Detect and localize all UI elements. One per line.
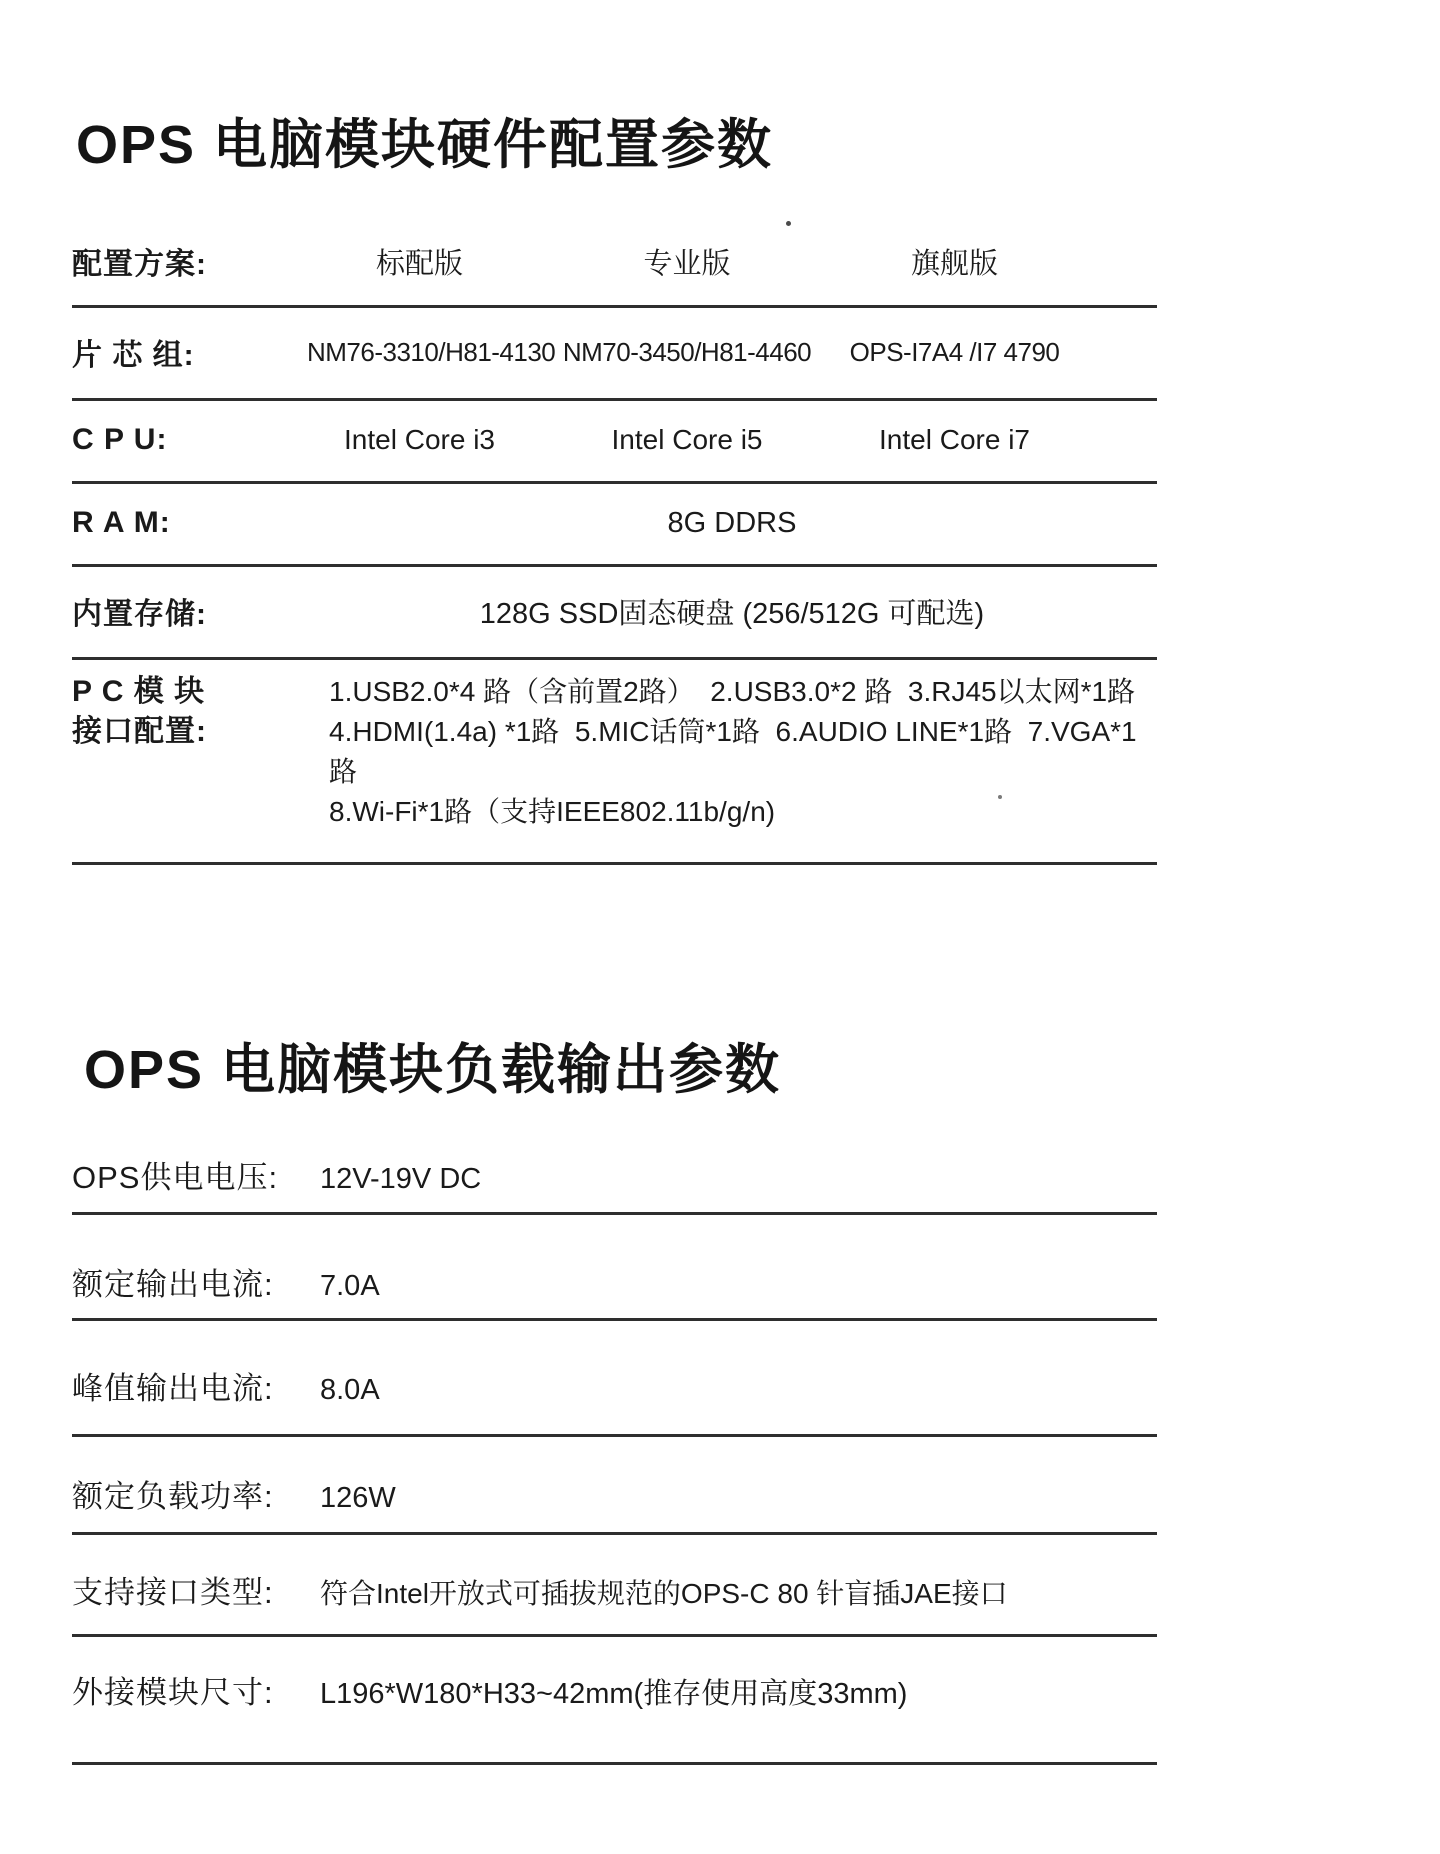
scan-speck [786, 221, 791, 226]
load-output-table [72, 1107, 1157, 1765]
cell-value: Intel Core i7 [879, 424, 1030, 456]
interface-list-line: 4.HDMI(1.4a) *1路 5.MIC话筒*1路 6.AUDIO LINE*1路 7.VGA*1路 [329, 716, 1137, 788]
interface-list-line: 1.USB2.0*4 路（含前置2路） 2.USB3.0*2 路 3.RJ45以太网*1路 [329, 676, 1136, 708]
cell-value: NM70-3450/H81-4460 [562, 336, 812, 367]
table-row-supply-voltage [72, 1107, 1157, 1215]
row-label: 支持接口类型: [72, 1574, 274, 1610]
table-row-rated-current [72, 1215, 1157, 1321]
cell-value: 12V-19V DC [320, 1162, 482, 1195]
interface-list-line: 8.Wi-Fi*1路（支持IEEE802.11b/g/n) [329, 796, 776, 828]
cell-value: Intel Core i5 [611, 424, 763, 456]
row-label: 外接模块尺寸: [72, 1674, 274, 1710]
cell-value-spanning: 8G DDRS [667, 506, 797, 539]
row-label: C P U: [72, 423, 168, 457]
row-label: OPS供电电压: [72, 1159, 279, 1195]
cell-value: 126W [320, 1481, 396, 1514]
table-row-ram [72, 484, 1157, 567]
load-output-section-title: OPS 电脑模块负载输出参数 [84, 1040, 782, 1101]
table-row-storage [72, 567, 1157, 660]
row-label: 内置存储: [72, 598, 207, 632]
table-row-interface-type [72, 1535, 1157, 1637]
row-label: R A M: [72, 506, 171, 540]
row-label-multiline [72, 672, 307, 752]
spec-sheet [72, 110, 1157, 1765]
table-row-cpu [72, 401, 1157, 484]
cell-value: OPS-I7A4 /I7 4790 [849, 336, 1060, 367]
header-label: 配置方案: [72, 248, 207, 282]
hardware-spec-table [72, 239, 1157, 865]
cell-value-spanning: 128G SSD固态硬盘 (256/512G 可配选) [479, 597, 985, 630]
table-header-row [72, 239, 1157, 308]
row-label: 片 芯 组: [72, 339, 195, 373]
column-header-standard: 标配版 [375, 247, 463, 280]
row-label-line: P C 模 块 [72, 675, 206, 709]
cell-value: 8.0A [320, 1373, 380, 1406]
table-row-chipset [72, 308, 1157, 401]
row-label: 额定输出电流: [72, 1266, 274, 1302]
row-label: 峰值输出电流: [72, 1370, 274, 1406]
table-row-peak-current [72, 1321, 1157, 1437]
cell-value: Intel Core i3 [344, 424, 495, 456]
hardware-section-title: OPS 电脑模块硬件配置参数 [76, 115, 774, 175]
column-header-flagship: 旗舰版 [910, 247, 998, 280]
scan-speck [998, 795, 1002, 799]
row-label: 额定负载功率: [72, 1478, 274, 1514]
table-row-rated-power [72, 1437, 1157, 1535]
column-header-professional: 专业版 [643, 247, 731, 280]
cell-value: NM76-3310/H81-4130 [307, 336, 556, 367]
cell-value: 7.0A [320, 1269, 380, 1302]
table-row-pc-interfaces [72, 660, 1157, 865]
table-row-module-dimensions [72, 1637, 1157, 1765]
cell-value: L196*W180*H33~42mm(推存使用高度33mm) [320, 1677, 908, 1710]
row-label-line: 接口配置: [72, 715, 207, 749]
cell-value-multiline [307, 672, 1157, 832]
cell-value: 符合Intel开放式可插拔规范的OPS-C 80 针盲插JAE接口 [320, 1577, 1008, 1609]
